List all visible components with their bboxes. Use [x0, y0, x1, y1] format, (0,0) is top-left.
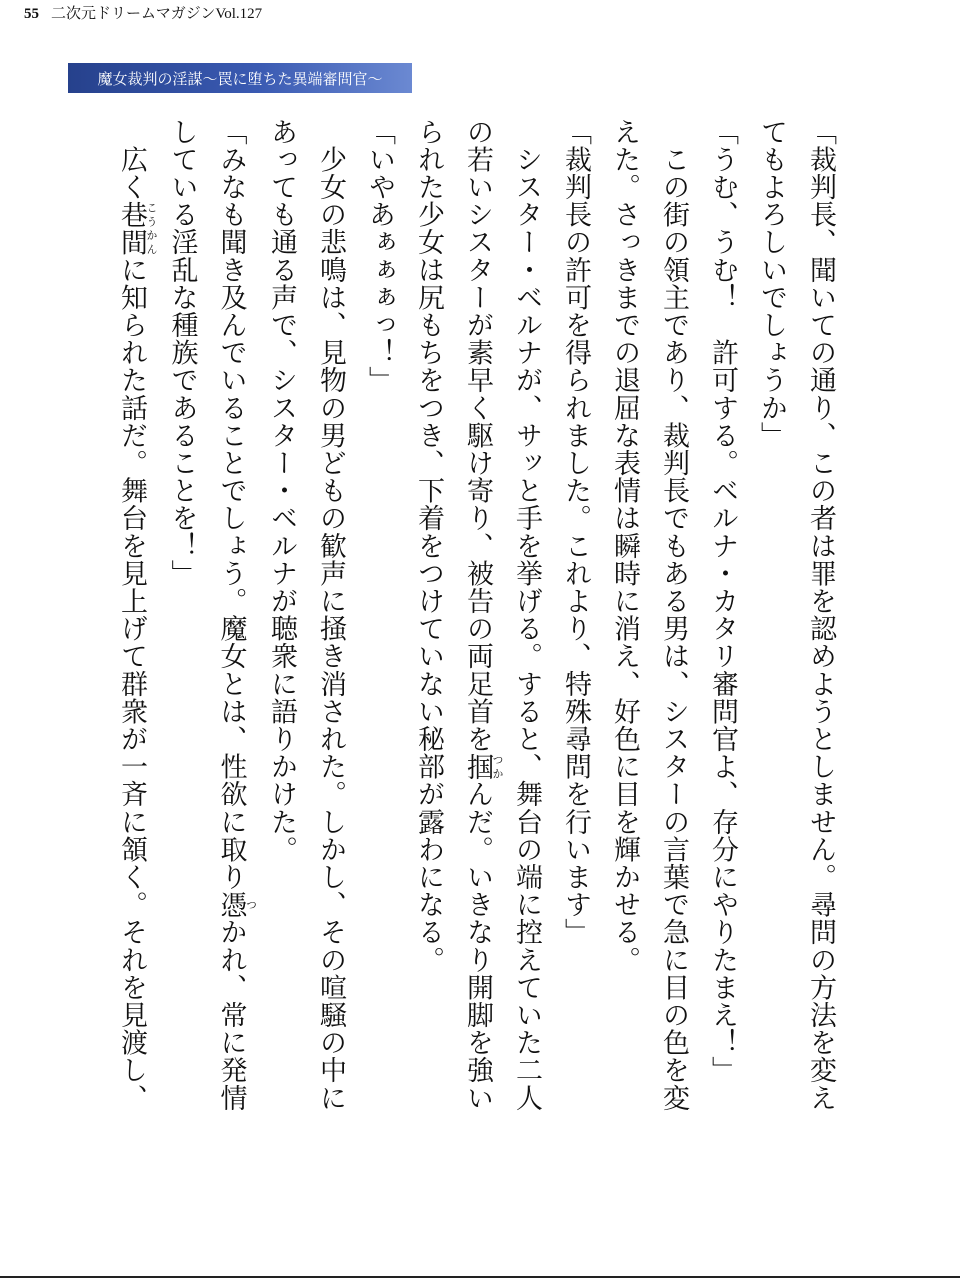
paragraph-text: に知られた話だ。舞台を見上げて群衆が一斉に頷く。それを見渡し、	[116, 256, 147, 1112]
paragraph: 「裁判長、聞いての通り、この者は罪を認めようとしません。尋問の方法を変えてもよろしいでしょうか」	[756, 118, 836, 1112]
ruby-reading: つか	[491, 752, 504, 781]
paragraph: 「いやあぁぁぁっ！」	[364, 118, 395, 394]
paragraph: 「うむ、うむ！ 許可する。ベルナ・カタリ審問官よ、存分にやりたまえ！」	[707, 118, 738, 1084]
ruby-reading: こうかん	[145, 200, 158, 257]
paragraph: 少女の悲鳴は、見物の男どもの歓声に掻き消された。しかし、その喧騒の中にあっても通る声で、シスター・ベルナが聴衆に語りかけた。	[266, 118, 346, 1112]
paragraph-text: 広く	[116, 118, 147, 201]
ruby-base: 巷間	[116, 200, 147, 257]
ruby-base: 憑	[215, 890, 247, 919]
bottom-divider	[0, 1276, 960, 1278]
ruby-word	[116, 200, 158, 257]
paragraph-text: シスター・ベルナが、サッと手を挙げる。すると、舞台の端に控えていた二人の若いシスターが素早く駆け寄り、被告の両足首を	[462, 118, 542, 1112]
magazine-title: 二次元ドリームマガジンVol.127	[51, 6, 263, 22]
ruby-word	[462, 752, 504, 781]
ruby-base: 掴	[462, 752, 493, 781]
paragraph: 「裁判長の許可を得られました。これより、特殊尋問を行います」	[560, 118, 591, 946]
paragraph: この街の領主であり、裁判長でもある男は、シスターの言葉で急に目の色を変えた。さっきまでの退屈な表情は瞬時に消え、好色に目を輝かせる。	[609, 118, 689, 1112]
paragraph-text: 「みなも聞き及んでいることでしょう。魔女とは、性欲に取り	[215, 118, 247, 891]
paragraph	[404, 118, 551, 1138]
page-header	[24, 2, 262, 23]
ruby-reading: つ	[244, 890, 258, 919]
page-number: 55	[24, 6, 39, 22]
story-title: 魔女裁判の淫謀〜罠に堕ちた異端審問官〜	[97, 69, 383, 88]
ruby-word	[215, 890, 258, 919]
paragraph-text: んだ。いきなり開脚を強いられた少女は尻もちをつき、下着をつけていない秘部が露わになる。	[413, 118, 493, 1112]
paragraph	[107, 118, 158, 1138]
paragraph	[158, 118, 258, 1138]
vertical-body-text	[116, 118, 845, 1138]
paragraph-text: かれ、常に発情している淫乱な種族であることを！」	[166, 118, 247, 1112]
story-title-banner	[68, 63, 412, 93]
